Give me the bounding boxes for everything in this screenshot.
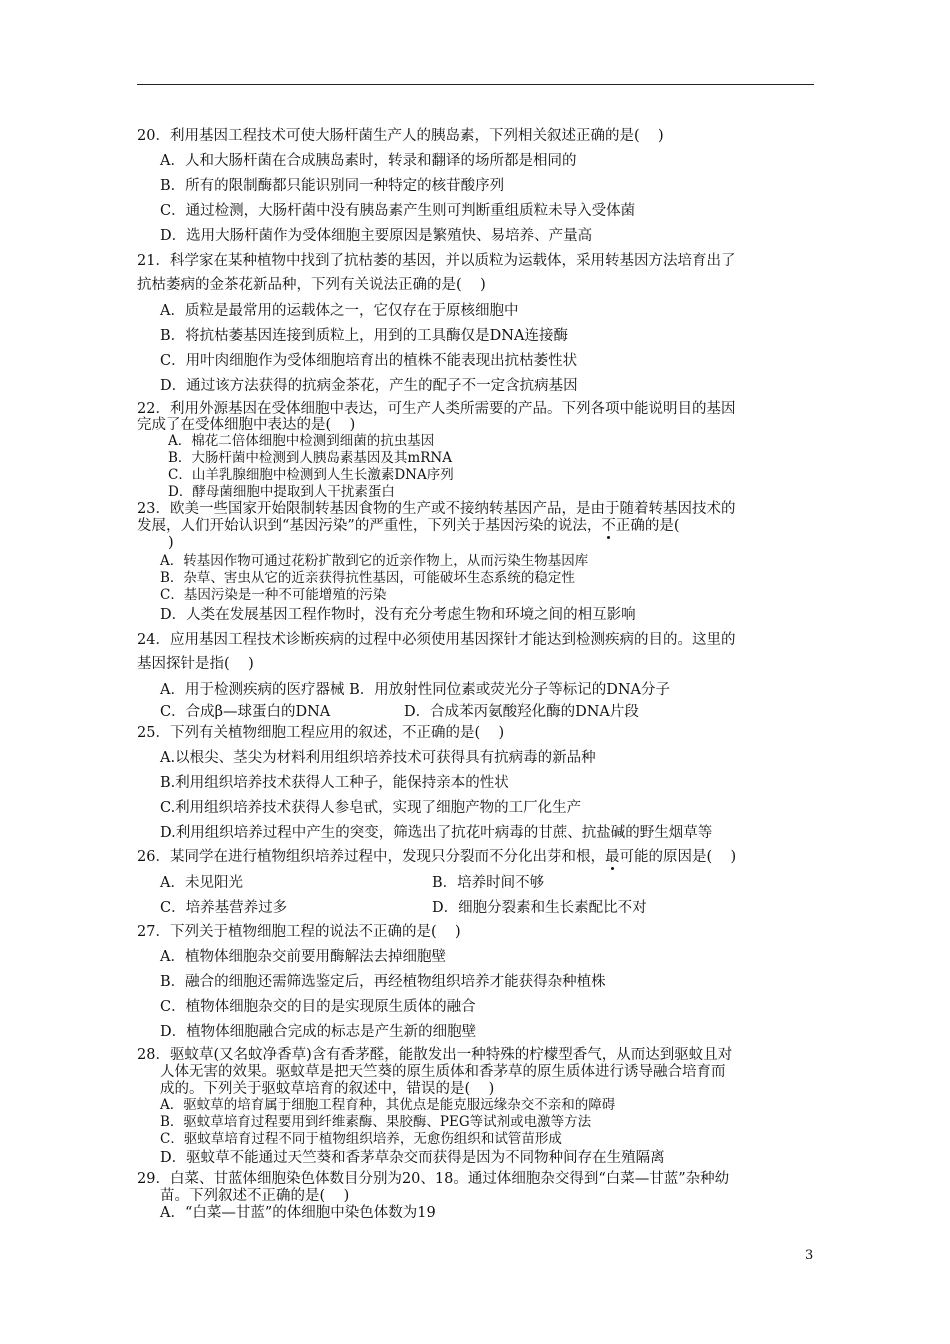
question-25-option-c: C.利用组织培养技术获得人参皂甙，实现了细胞产物的工厂化生产 [160, 800, 582, 816]
question-23-stem-line1: 23．欧美一些国家开始限制转基因食物的生产或不接纳转基因产品，是由于随着转基因技术的 [137, 501, 736, 517]
emphasis-dot-text: 不 [601, 518, 616, 534]
question-23-stem-line3: ) [168, 535, 174, 551]
question-25-stem: 25．下列有关植物细胞工程应用的叙述，不正确的是( ) [137, 725, 505, 741]
question-21-stem-line2: 抗枯萎病的金茶花新品种，下列有关说法正确的是( ) [137, 277, 486, 293]
question-27-option-c: C．植物体细胞杂交的目的是实现原生质体的融合 [160, 999, 476, 1015]
question-20-stem: 20．利用基因工程技术可使大肠杆菌生产人的胰岛素，下列相关叙述正确的是( ) [137, 128, 664, 144]
question-28-option-b: B．驱蚊草培育过程要用到纤维素酶、果胶酶、PEG等试剂或电激等方法 [160, 1114, 592, 1130]
question-21-option-d: D．通过该方法获得的抗病金茶花，产生的配子不一定含抗病基因 [160, 378, 578, 394]
question-23-stem-text: 发展，人们开始认识到“基因污染”的严重性，下列关于基因污染的说法， [137, 518, 602, 534]
emphasis-dot-text: 最 [604, 849, 620, 865]
question-26-stem [137, 848, 736, 866]
question-20-option-b: B．所有的限制酶都只能识别同一种特定的核苷酸序列 [160, 178, 505, 194]
question-25-option-d: D.利用组织培养过程中产生的突变，筛选出了抗花叶病毒的甘蔗、抗盐碱的野生烟草等 [160, 825, 713, 841]
question-21-option-a: A．质粒是最常用的运载体之一，它仅存在于原核细胞中 [160, 303, 519, 319]
question-23-option-b: B．杂草、害虫从它的近亲获得抗性基因，可能破坏生态系统的稳定性 [160, 570, 575, 586]
question-27-option-b: B．融合的细胞还需筛选鉴定后，再经植物组织培养才能获得杂种植株 [160, 974, 606, 990]
question-21-option-b: B．将抗枯萎基因连接到质粒上，用到的工具酶仅是DNA连接酶 [160, 328, 568, 344]
question-23-option-a: A．转基因作物可通过花粉扩散到它的近亲作物上，从而污染生物基因库 [160, 553, 589, 569]
question-22-option-d: D．酵母菌细胞中提取到人干扰素蛋白 [168, 484, 395, 500]
question-22-option-a: A．棉花二倍体细胞中检测到细菌的抗虫基因 [168, 433, 435, 449]
question-20-option-d: D．选用大肠杆菌作为受体细胞主要原因是繁殖快、易培养、产量高 [160, 228, 593, 244]
question-20-option-c: C．通过检测，大肠杆菌中没有胰岛素产生则可判断重组质粒未导入受体菌 [160, 203, 636, 219]
question-24-stem-line1: 24．应用基因工程技术诊断疾病的过程中必须使用基因探针才能达到检测疾病的目的。这里的 [137, 632, 736, 648]
question-27-option-a: A．植物体细胞杂交前要用酶解法去掉细胞壁 [160, 949, 446, 965]
question-28-option-d: D．驱蚊草不能通过天竺葵和香茅草杂交而获得是因为不同物种间存在生殖隔离 [160, 1150, 665, 1166]
question-23-stem-tail: 正确的是( [615, 518, 680, 534]
question-22-stem-line2: 完成了在受体细胞中表达的是( ) [137, 417, 356, 433]
question-25-option-a: A.以根尖、茎尖为材料利用组织培养技术可获得具有抗病毒的新品种 [160, 750, 596, 766]
question-21-option-c: C．用叶肉细胞作为受体细胞培育出的植株不能表现出抗枯萎性状 [160, 353, 578, 369]
question-23-option-c: C．基因污染是一种不可能增殖的污染 [160, 587, 387, 603]
question-28-stem-line3: 成的。下列关于驱蚊草培育的叙述中，错误的是( ) [160, 1081, 495, 1097]
question-20-option-a: A．人和大肠杆菌在合成胰岛素时，转录和翻译的场所都是相同的 [160, 153, 577, 169]
question-26-option-b: B．培养时间不够 [432, 875, 545, 891]
question-26-option-d: D．细胞分裂素和生长素配比不对 [432, 900, 647, 916]
question-26-option-a: A．未见阳光 [160, 875, 243, 891]
question-25-option-b: B.利用组织培养技术获得人工种子，能保持亲本的性状 [160, 775, 509, 791]
header-rule [137, 84, 814, 85]
question-26-stem-tail: 可能的原因是( ) [619, 849, 737, 865]
question-23-option-d: D．人类在发展基因工程作物时，没有充分考虑生物和环境之间的相互影响 [160, 607, 636, 623]
page-number: 3 [805, 1248, 814, 1263]
question-26-stem-text: 26．某同学在进行植物组织培养过程中，发现只分裂而不分化出芽和根， [137, 849, 605, 865]
question-24-option-c: C．合成β—球蛋白的DNA [160, 704, 331, 720]
question-27-stem: 27．下列关于植物细胞工程的说法不正确的是( ) [137, 924, 461, 940]
question-22-stem-line1: 22．利用外源基因在受体细胞中表达，可生产人类所需要的产品。下列各项中能说明目的基因 [137, 401, 736, 417]
question-26-option-c: C．培养基营养过多 [160, 900, 288, 916]
question-29-stem-line1: 29．白菜、甘蓝体细胞染色体数目分别为20、18。通过体细胞杂交得到“白菜—甘蓝”杂种幼 [137, 1171, 730, 1187]
question-22-option-c: C．山羊乳腺细胞中检测到人生长激素DNA序列 [168, 467, 454, 483]
question-28-stem-line2: 人体无害的效果。驱蚊草是把天竺葵的原生质体和香茅草的原生质体进行诱导融合培育而 [160, 1064, 726, 1080]
question-27-option-d: D．植物体细胞融合完成的标志是产生新的细胞壁 [160, 1024, 477, 1040]
question-29-stem-line2: 苗。下列叙述不正确的是( ) [160, 1188, 350, 1204]
question-24-options-ab: A．用于检测疾病的医疗器械 B．用放射性同位素或荧光分子等标记的DNA分子 [160, 682, 671, 698]
question-28-option-c: C．驱蚊草培育过程不同于植物组织培养，无愈伤组织和试管苗形成 [160, 1131, 562, 1147]
question-28-stem-line1: 28．驱蚊草(又名蚊净香草)含有香茅醛，能散发出一种特殊的柠檬型香气，从而达到驱蚊且对 [137, 1047, 733, 1063]
question-29-option-a: A．“白菜—甘蓝”的体细胞中染色体数为19 [160, 1205, 436, 1221]
question-24-option-d: D．合成苯丙氨酸羟化酶的DNA片段 [404, 704, 639, 720]
question-21-stem-line1: 21．科学家在某种植物中找到了抗枯萎的基因，并以质粒为运载体，采用转基因方法培育出了 [137, 253, 736, 269]
question-28-option-a: A．驱蚊草的培育属于细胞工程育种，其优点是能克服远缘杂交不亲和的障碍 [160, 1097, 616, 1113]
question-22-option-b: B．大肠杆菌中检测到人胰岛素基因及其mRNA [168, 450, 452, 466]
question-24-stem-line2: 基因探针是指( ) [137, 656, 254, 672]
question-23-stem-line2 [137, 517, 680, 535]
